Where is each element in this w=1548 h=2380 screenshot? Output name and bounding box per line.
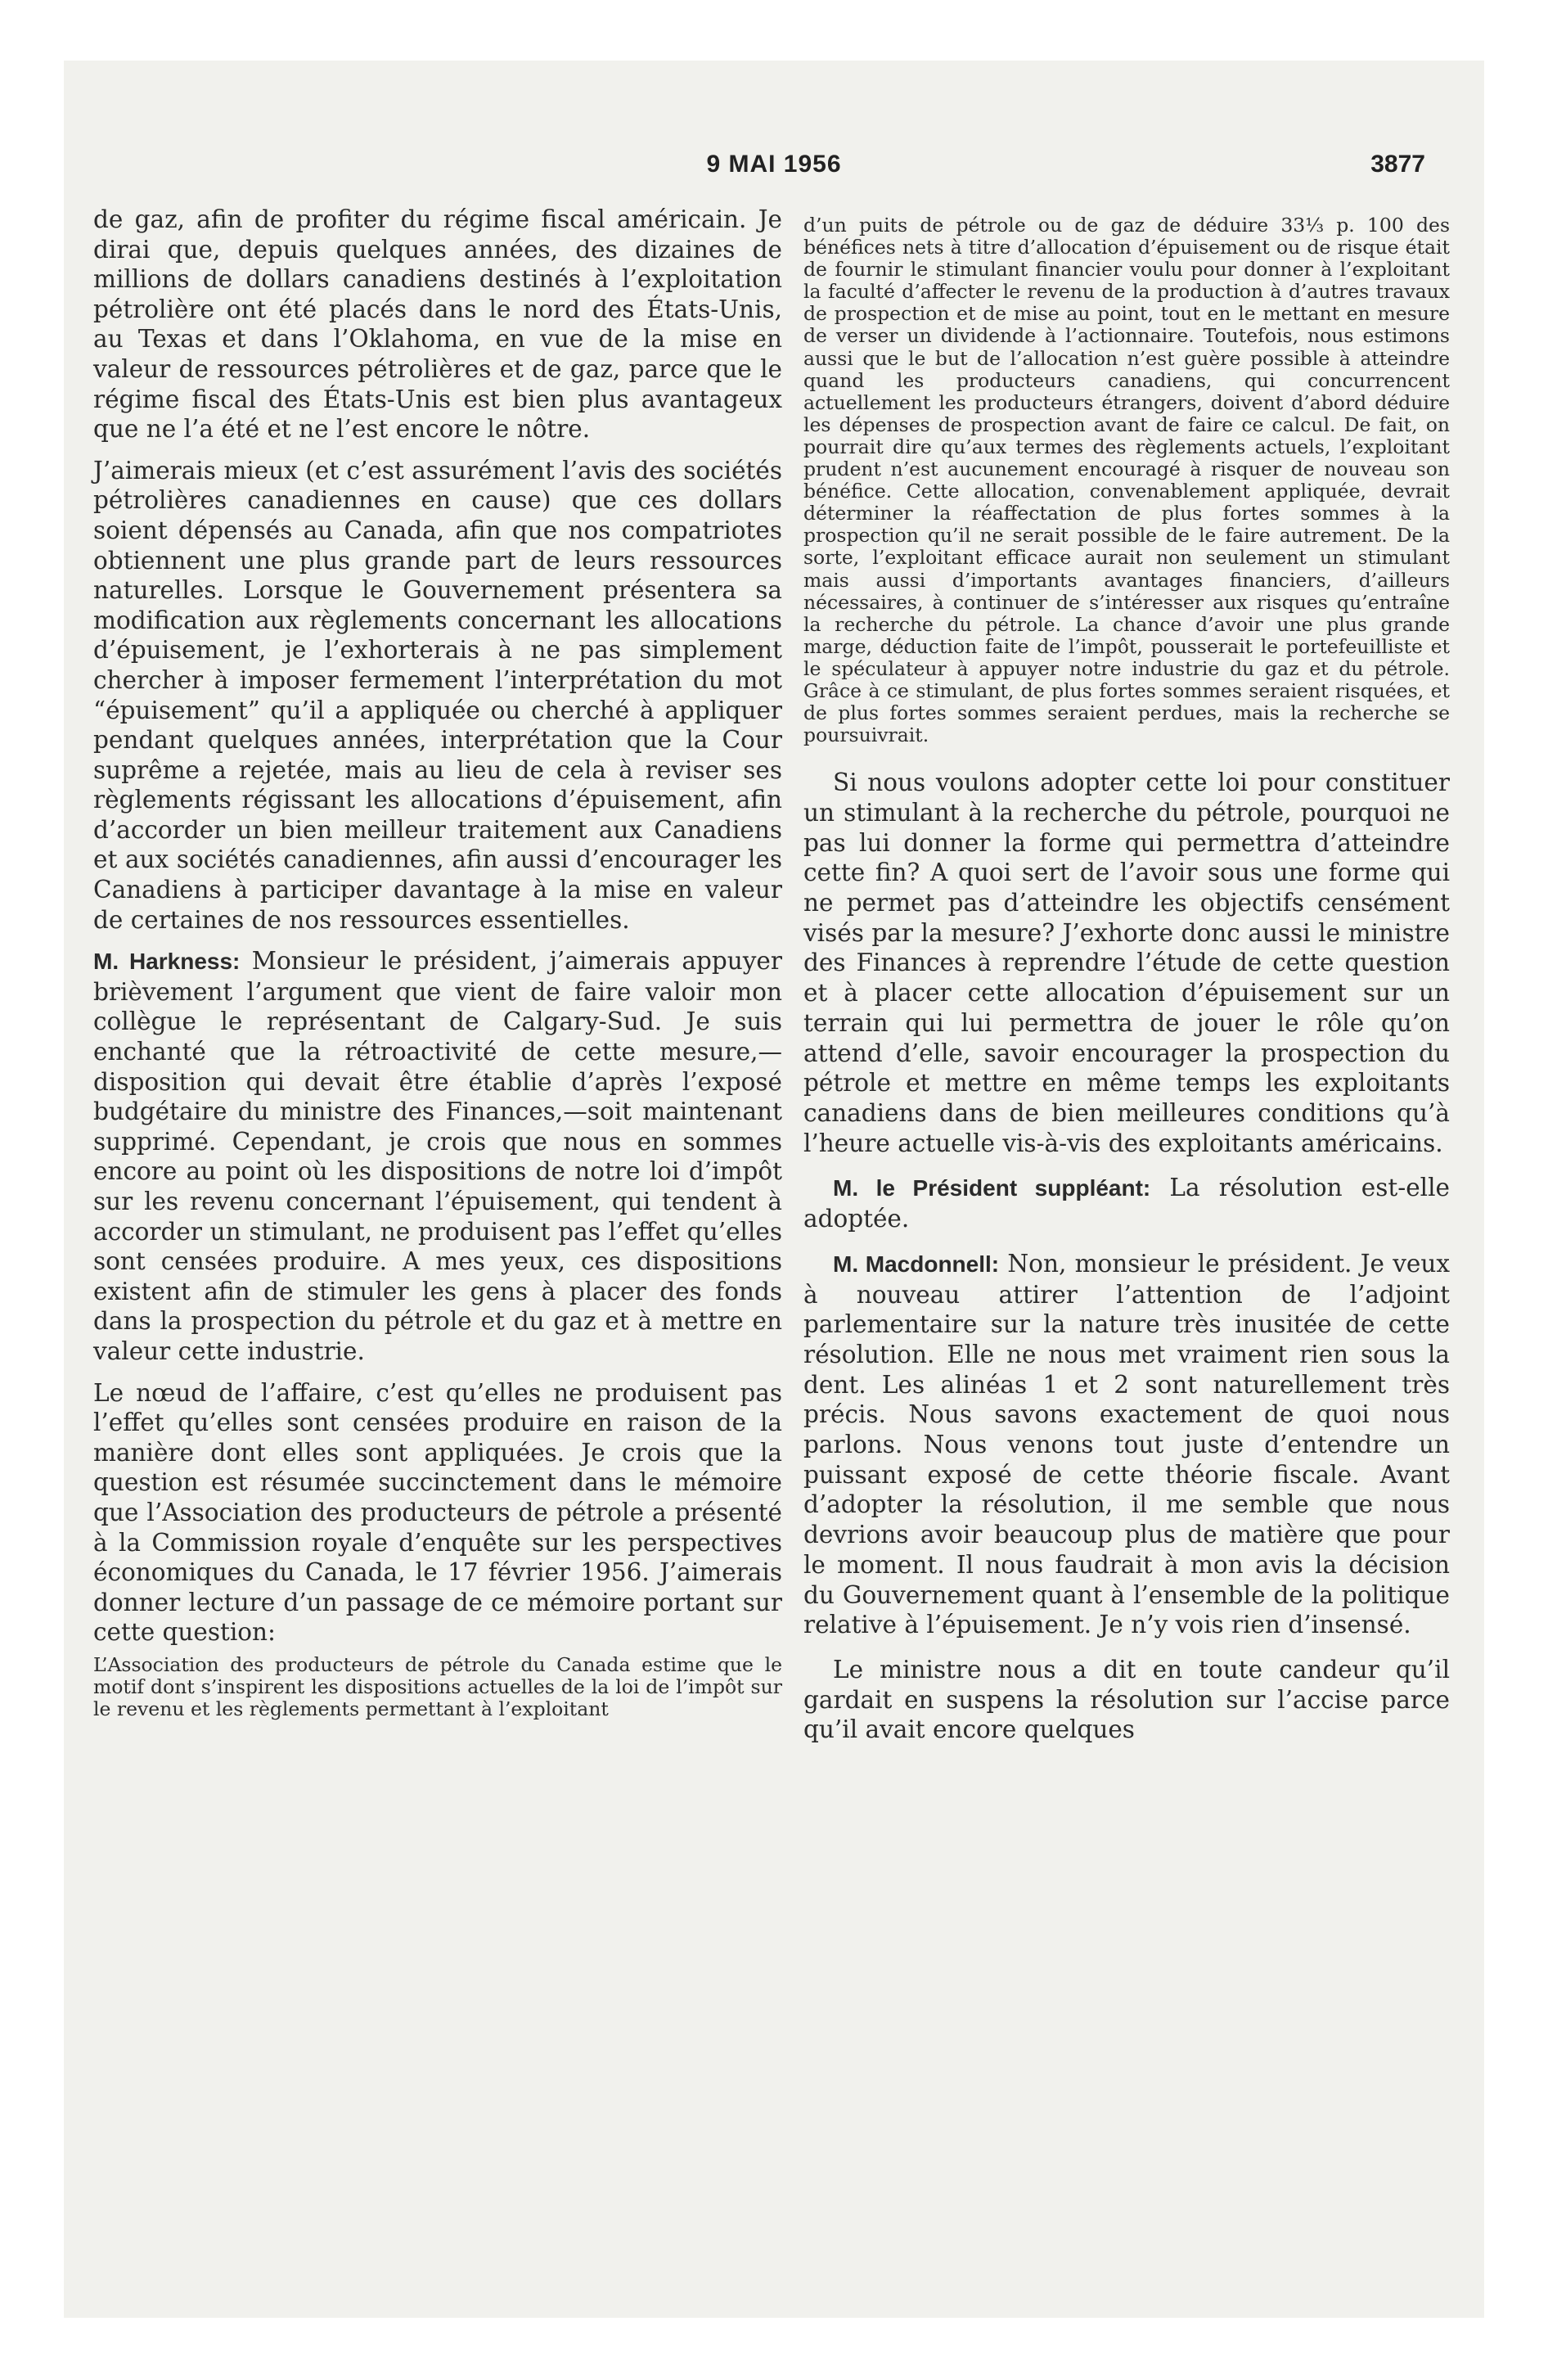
header-date: 9 MAI 1956 <box>706 151 842 178</box>
page-number: 3877 <box>1370 151 1425 178</box>
speaker-macdonnell: M. Macdonnell: <box>833 1251 1000 1277</box>
right-paragraph-3 <box>803 1249 1450 1640</box>
page-header <box>64 151 1484 192</box>
speaker-president-suppleant: M. le Président suppléant: <box>833 1175 1151 1201</box>
left-paragraph-2: J’aimerais mieux (et c’est assurément l’avis des sociétés pétrolières canadiennes en cause) que ces dollars soient dépensés au Canada, afin que nos compatriotes obtiennent une plus grande part de leurs ressources naturelles. Lorsque le Gouvernement présentera sa modification aux règlements concernant les allocations d’épuisement, je l’exhorterais à ne pas simplement chercher à imposer fermement l’interprétation du mot “épuisement” qu’il a appliquée ou cherché à appliquer pendant quelques années, interprétation que la Cour suprême a rejetée, mais au lieu de cela à reviser ses règlements régissant les allocations d’épuisement, afin d’accorder un bien meilleur traitement aux Canadiens et aux sociétés canadiennes, afin aussi d’encourager les Canadiens à participer davantage à la mise en valeur de certaines de nos ressources essentielles. <box>93 456 782 934</box>
right-quote: d’un puits de pétrole ou de gaz de déduire 33⅓ p. 100 des bénéfices nets à titre d’allocation d’épuisement ou de risque était de fournir le stimulant financier voulu pour donner à l’exploitant la faculté d’affecter le revenu de la production à d’autres travaux de prospection et de mise au point, tout en le mettant en mesure de verser un dividende à l’actionnaire. Toutefois, nous estimons aussi que le but de l’allocation n’est guère possible à atteindre quand les producteurs canadiens, qui concurrencent actuellement les producteurs étrangers, doivent d’abord déduire les dépenses de prospection avant de faire ce calcul. De fait, on pourrait dire qu’aux termes des règlements actuels, l’exploitant prudent n’est aucunement encouragé à risquer de nouveau son bénéfice. Cette allocation, convenablement appliquée, devrait déterminer la réaffectation de plus fortes sommes à la prospection qu’il ne serait possible de le faire autrement. De la sorte, l’exploitant efficace aurait non seulement un stimulant mais aussi d’importants avantages financiers, d’ailleurs nécessaires, à continuer de s’intéresser aux risques qu’entraîne la recherche du pétrole. La chance d’avoir une plus grande marge, déduction faite de l’impôt, pousserait le portefeuilliste et le spéculateur à appuyer notre industrie du gaz et du pétrole. Grâce à ce stimulant, de plus fortes sommes seraient risquées, et de plus fortes sommes seraient perdues, mais la recherche se poursuivrait. <box>803 214 1450 747</box>
speaker-harkness: M. Harkness: <box>93 949 241 975</box>
left-paragraph-3 <box>93 946 782 1366</box>
left-paragraph-1: de gaz, afin de profiter du régime fiscal américain. Je dirai que, depuis quelques années, des dizaines de millions de dollars canadiens destinés à l’exploitation pétrolière ont été placés dans le nord des États-Unis, au Texas et dans l’Oklahoma, en vue de la mise en valeur de ressources pétrolières et de gaz, parce que le régime fiscal des États-Unis est bien plus avantageux que ne l’a été et ne l’est encore le nôtre. <box>93 205 782 444</box>
right-column <box>803 214 1450 1745</box>
right-paragraph-1: Si nous voulons adopter cette loi pour constituer un stimulant à la recherche du pétrole, pourquoi ne pas lui donner la forme qui permettra d’atteindre cette fin? A quoi sert de l’avoir sous une forme qui ne permet pas d’atteindre les objectifs censément visés par la mesure? J’exhorte donc aussi le ministre des Finances à reprendre l’étude de cette question et à placer cette allocation d’épuisement sur un terrain qui lui permettra de jouer le rôle qu’on attend d’elle, savoir encourager la prospection du pétrole et mettre en même temps les exploitants canadiens dans de bien meilleures conditions qu’à l’heure actuelle vis-à-vis des exploitants américains. <box>803 769 1450 1157</box>
left-quote: L’Association des producteurs de pétrole du Canada estime que le motif dont s’inspirent les dispositions actuelles de la loi de l’impôt sur le revenu et les règlements permettant à l’exploitant <box>93 1652 782 1721</box>
right-paragraph-2-text: La résolution est-elle adoptée. <box>803 1174 1450 1233</box>
left-column <box>93 205 782 1720</box>
right-paragraph-3-text: Non, monsieur le président. Je veux à nouveau attirer l’attention de l’adjoint parlementaire sur la nature très inusitée de cette résolution. Elle ne nous met vraiment rien sous la dent. Les alinéas 1 et 2 sont naturellement très précis. Nous savons exactement de quoi nous parlons. Nous venons tout juste d’entendre un puissant exposé de cette théorie fiscale. Avant d’adopter la résolution, il me semble que nous devrions avoir beaucoup plus de matière que pour le moment. Il nous faudrait à mon avis la décision du Gouvernement quant à l’ensemble de la politique relative à l’épuisement. Je n’y vois rien d’insensé. <box>803 1249 1450 1639</box>
scanned-page <box>64 61 1484 2318</box>
right-paragraph-4: Le ministre nous a dit en toute candeur qu’il gardait en suspens la résolution sur l’accise parce qu’il avait encore quelques <box>803 1655 1450 1744</box>
right-paragraph-2 <box>803 1173 1450 1233</box>
left-paragraph-4: Le nœud de l’affaire, c’est qu’elles ne produisent pas l’effet qu’elles sont censées produire en raison de la manière dont elles sont appliquées. Je crois que la question est résumée succinctement dans le mémoire que l’Association des producteurs de pétrole a présenté à la Commission royale d’enquête sur les perspectives économiques du Canada, le 17 février 1956. J’aimerais donner lecture d’un passage de ce mémoire portant sur cette question: <box>93 1378 782 1647</box>
left-paragraph-3-text: Monsieur le président, j’aimerais appuyer brièvement l’argument que vient de faire valoir mon collègue le représentant de Calgary-Sud. Je suis enchanté que la rétroactivité de cette mesure,—disposition qui devait être établie d’après l’exposé budgétaire du ministre des Finances,—soit maintenant supprimé. Cependant, je crois que nous en sommes encore au point où les dispositions de notre loi d’impôt sur les revenu concernant l’épuisement, qui tendent à accorder un stimulant, ne produisent pas l’effet qu’elles sont censées produire. A mes yeux, ces dispositions existent afin de stimuler les gens à placer des fonds dans la prospection du pétrole et du gaz et à mettre en valeur cette industrie. <box>93 947 782 1365</box>
